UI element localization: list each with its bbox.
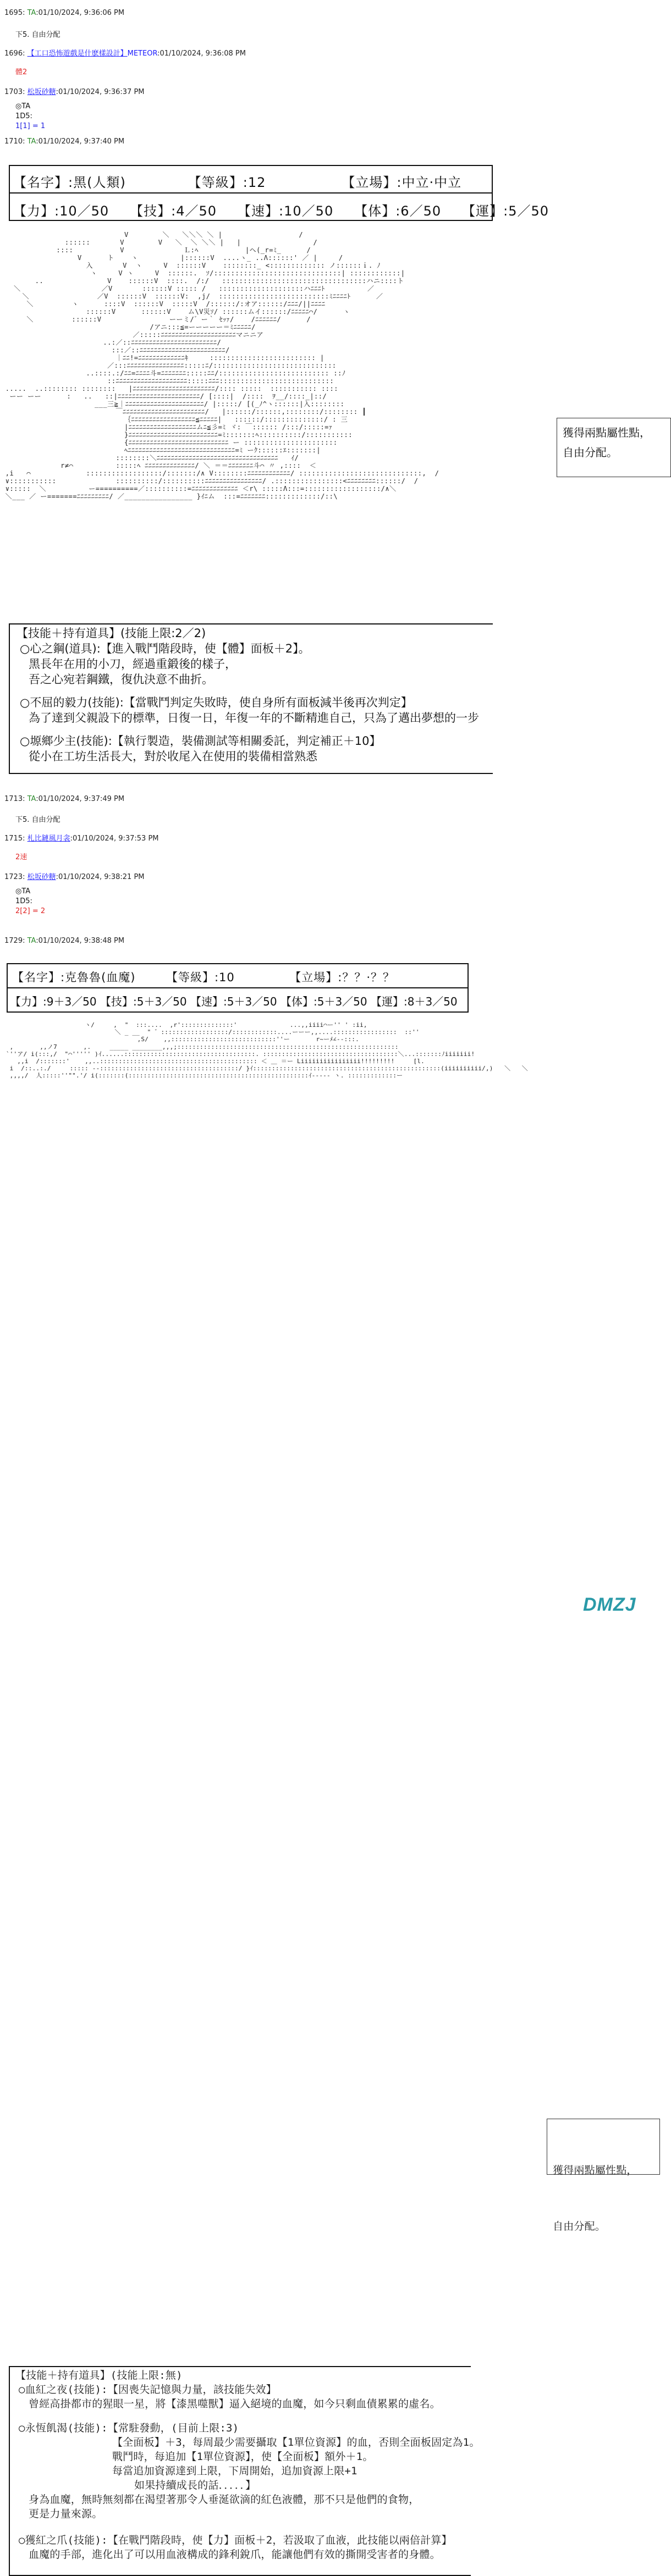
watermark-logo: DMZJ: [583, 1594, 636, 1615]
divider: [9, 2366, 10, 2575]
divider: [9, 165, 493, 166]
card1-info-row: 【名字】:黑(人類) 【等級】:12 【立場】:中立·中立: [13, 175, 462, 190]
post-body-1713: 下5. 自由分配: [15, 816, 61, 824]
divider: [9, 165, 10, 220]
card2-skill-desc: 【全面板】＋3，每周最少需要攝取【1單位資源】的血，否則全面板固定為1。: [112, 2436, 480, 2448]
card2-skill-desc: 曾經高掛都市的猩眼一星，將【漆黑噬獸】逼入絕境的血魔，如今只剩血債累累的虛名。: [29, 2398, 441, 2410]
post-header-1703: 1703: 松坂砂糖:01/10/2024, 9:36:37 PM: [4, 88, 145, 96]
note-line: 獲得兩點屬性點，: [563, 426, 651, 439]
card2-skill-title: ○獲紅之爪(技能):【在戰鬥階段時，使【力】面板＋2，若汲取了血液，此技能以兩倍計算】: [19, 2534, 452, 2546]
divider: [9, 192, 493, 194]
post-body-1696: 體2: [15, 68, 28, 76]
ascii-art-figure-1: V ＼ ＼＼＼ ＼ | / :::::: V V ＼ ＼ ＼＼ | | / :::: V Ｌ:ﾍ |ヘ(_r=ﾐ_ / V ト ヽ |::::::V ....ヽ_ ..Λ::::::' ／ | / 入 V ヽ V ::::::V ::::::::_ <::::::::::::: ノ::::::ｉ. ﾉ ヽ V ヽ V ::::::. ｿ/::::::::::::::::::::::::::::::| ::::::::::::| .. V ::::::V ::::. /:/ ::::::::::::::::::::::::::::::::::ハニ::::ト ＼ ／V ::::::V ::::: / ::::::::::::::::::::ハﾆﾆﾆﾄ ／ ＼ ／V ::::::V ::::::V: ,j/ ::::::::::::::::::::::::::ﾐﾆﾆﾆﾆﾄ ／ ＼ ヽ ::::V ::::::V :::::V /::::::/:オア::::::/ﾆﾆﾆ/||ﾆﾆﾆﾆ ::::::V ::::::V ム\V災ｿ/ ::::::ムイ::::::/ﾆﾆﾆﾆﾆ⌒/ ヽ ＼ ::::::V ーーミ/゛ー｀ ｾｯｧ/ /ﾆﾆﾆﾆﾆﾆ/ / /アニ:::≦=ーーーーー＝ﾐﾆﾆﾆﾆﾆ/ ／:::::ﾆﾆﾆﾆﾆﾆﾆﾆﾆﾆﾆﾆﾆﾆﾆﾆﾆﾆﾆﾆﾆマニニア ..:／::ﾆﾆﾆﾆﾆﾆﾆﾆﾆﾆﾆﾆﾆﾆﾆﾆﾆﾆﾆﾆﾆﾆﾆﾆ/ :::／::ﾆﾆﾆﾆﾆﾆﾆﾆﾆﾆﾆﾆﾆﾆﾆﾆﾆﾆﾆﾆﾆﾆﾆﾆ/ ｜ﾆﾆ!=ﾆﾆﾆﾆﾆﾆﾆﾆﾆﾆﾆﾆﾆｷ ::::::::::::::::::::::::: | ／:::ﾆﾆﾆﾆﾆﾆﾆﾆﾆﾆﾆﾆﾆﾆﾆﾆ:::::ﾆ/::::::::::::::::::::::::::::: ..::::.:/ﾆﾆ=ﾆﾆﾆﾆ斗=ﾆﾆﾆﾆﾆﾆﾆ:::::ﾆﾆ/:::::::::::::::::::::::::: ::ﾉ ::ﾆﾆﾆﾆﾆﾆﾆﾆﾆﾆﾆﾆﾆﾆﾆﾆﾆﾆﾆﾆ:::::ﾆﾆﾆ::::::::::::::::::::::::::: ..... ..:::::::: :::::::: |ﾆﾆﾆﾆﾆﾆﾆﾆﾆﾆﾆﾆﾆﾆﾆﾆﾆﾆﾆﾆﾆﾆﾆ/:::: ::::: ::::::::::: :::: ーー ーー : .. ::|ﾆﾆﾆﾆﾆﾆﾆﾆﾆﾆﾆﾆﾆﾆﾆﾆﾆﾆﾆﾆﾆﾆﾆ/ [::::| /:::: ｦ__/::::_|::/ ___三≧｜ﾆﾆﾆﾆﾆﾆﾆﾆﾆﾆﾆﾆﾆﾆﾆﾆﾆﾆﾆﾆﾆﾆ/ |:::::/ [(_ﾉ^ヽ::::::|入:::::::: ￣ﾆﾆﾆﾆﾆﾆﾆﾆﾆﾆﾆﾆﾆﾆﾆﾆﾆﾆﾆﾆﾆﾆﾆ/ |::::::/::::::,::::::::/:::::::: ┃ ｛ﾆﾆﾆﾆﾆﾆﾆﾆﾆﾆﾆﾆﾆﾆﾆﾆﾆﾆ≦ﾆﾆﾆﾆﾆ| ::::::/::::::::::::::/ : 三 |ﾆﾆﾆﾆﾆﾆﾆﾆﾆﾆﾆﾆﾆﾆﾆﾆﾆﾆﾆムﾆ≦彡=ﾐ ヾ: ￣:::::: /:::/:::::=ｧ }ﾆﾆﾆﾆﾆﾆﾆﾆﾆﾆﾆﾆﾆﾆﾆﾆﾆﾆﾆﾆﾆﾆﾆﾆﾆ=ﾐ:::::::ﾍ::::::::::/::::::::::: {ﾆﾆﾆﾆﾆﾆﾆﾆﾆﾆﾆﾆﾆﾆﾆﾆﾆﾆﾆﾆﾆﾆﾆﾆﾆﾆﾆﾆ ー :::::::::::::::::::::: ﾍﾆﾆﾆﾆﾆﾆﾆﾆﾆﾆﾆﾆﾆﾆﾆﾆﾆﾆﾆﾆﾆﾆﾆﾆﾆﾆﾆﾆﾆﾆ=ﾐ ーｸ::::::ｴ:::::::| ::::::::＼ﾆﾆﾆﾆﾆﾆﾆﾆﾆﾆﾆﾆﾆﾆﾆﾆﾆﾆﾆﾆﾆﾆﾆﾆﾆﾆﾆﾆﾆﾆﾆﾆﾆﾆ ｲ/ r≠⌒ :::::ﾍ ﾆﾆﾆﾆﾆﾆﾆﾆﾆﾆﾆﾆﾆﾆ/ ＼ ＝＝ﾆﾆﾆﾆﾆﾆﾆ斗⌒ 〃 ,:::: ＜ ,i ⌒ ::::::::::::::::::/:::::::/∧ V::::::::ﾆﾆﾆﾆﾆﾆﾆﾆﾆﾆﾆﾆ/ :::::::::::::::::::::::::::::, / ∨::::::::::: ::::::::::/::::::::::ﾆﾆﾆﾆﾆﾆﾆﾆﾆﾆﾆﾆﾆﾆﾆﾆ/ .::::::::::::::::<ﾆﾆﾆﾆﾆﾆﾆﾆ::::::/ / ∨::::: ＼ ー==========／::::::::::=ﾆﾆﾆﾆﾆﾆﾆﾆﾆﾆﾆﾆﾆ ＜r\ :::::Λ:::=::::::::::::::::::/∧＼ ＼___ ／ ー=======ﾆﾆﾆﾆﾆﾆﾆﾆﾆ/ ／________________ }ｲﾆム :::=ﾆﾆﾆﾆﾆﾆﾆ:::::::::::::/::\: [5, 231, 439, 500]
poster-name-link[interactable]: 【工口恐怖遊戲是什麽樣設計】: [27, 49, 128, 58]
divider: [7, 987, 469, 988]
post-header-1715: 1715: 札比鏈風月衾:01/10/2024, 9:37:53 PM: [4, 834, 159, 843]
dice-result: 1[1] = 1: [15, 122, 46, 130]
post-header-1713: 1713: TA:01/10/2024, 9:37:49 PM: [4, 795, 125, 803]
card2-skill-title: ○血紅之夜(技能):【因喪失記憶與力量，該技能失效】: [19, 2384, 277, 2396]
divider: [9, 2366, 471, 2367]
card1-skill-title: ○不屈的毅力(技能):【當戰鬥判定失敗時，使自身所有面板減半後再次判定】: [20, 696, 413, 709]
divider: [468, 963, 469, 1011]
poster-name[interactable]: TA: [27, 795, 36, 803]
card1-skills-header: 【技能＋持有道具】(技能上限:2／2): [16, 627, 206, 640]
card1-skill-desc: 吾之心宛若鋼鐵，復仇決意不曲折。: [29, 673, 213, 686]
card1-skill-desc: 從小在工坊生活長大，對於收尾入在使用的裝備相當熟悉: [29, 750, 317, 763]
dice-formula: 1D5:: [15, 897, 32, 905]
dice-owner: ◎TA: [15, 102, 31, 110]
ascii-art-figure-2: ヽ/ , " :::.... ,r'::::::::::::::' ...,,iiii⌒ー'' ' :ii, ＼ _ __ " ゛::::::::::::::::::/::::::::::::....ーーー,,....::::::::::::::::: ::'' ,S/ ,,::::::::::::::::::::::::::::''ー r~ーﾒ∠--:::. , ,,ノ7 ,. _____ ________,,,;::::::::::::::::::::::::::::::::::::::::::::::::::::::::::: `''ア/ i(:::,/ "⌒''''' )ｲ......:::::::::::::::::::::::::::::::::::. ::::::::::::::::::::::::::::::::::::＼...:::::::ﾉiiiiiii! ,,i /:::::::' ,,..:::::::::::::::::::::::::::::::::::::::::: ＜ ＿ ＝ー Liiiiiiiiiiiiiiii!!!!!!!!! [l. i /::..:./ ::::: --:::::::::::::::::::::::::::::::::::::/ }ｲ::::::::::::::::::::::::::::::::::::::::::::::::::(iiiiiiiiii/,) ＼ ＼ ,,,,/ 人:::::''"".'/ i(:::::::(::::::::::::::::::::::::::::::::::::::::::::::::ｲ----- ヽ. :::::::::::::ー 獲得兩點屬性點， 自由分配。 【技能＋持有道具】(技能上限:無) ○血紅之夜(技能):【因喪失記憶與力量，該技能失效】 曾經高掛都市的猩眼一星，將【漆黑噬獸】逼入絕境的血魔，如今只剩血債累累的虛名。 ○永恆飢渴(技能):【常駐發動，(目前上限:3) 【全面板】＋3，每周最少需要攝取【1單位資源】的血，否則全面板固定為1。 戰鬥時，每追加【1單位資源】，使【全面板】額外＋1。 每當追加資源達到上限，下周開始，追加資源上限+1 如果持續成長的話．．．．．】 身為血魔，無時無刻都在渴望著那令人垂涎欲滴的紅色液體，那不只是他們的食物， 更是力量來源。 ○獲紅之爪(技能):【在戰鬥階段時，使【力】面板＋2，若汲取了血液，此技能以兩倍計算】 血魔的手部，進化出了可以用血液構成的鋒利銳爪，能讓他們有效的撕開受害者的身體。: [2, 1021, 475, 1335]
card2-stat-row: 【力】:9＋3／50 【技】:5＋3／50 【速】:5＋3／50 【体】:5＋3／50 【運】:8＋3／50: [10, 995, 458, 1008]
post-header-1695: 1695: TA:01/10/2024, 9:36:06 PM: [4, 9, 125, 17]
poster-name-link[interactable]: 松坂砂糖: [27, 873, 56, 881]
card2-skill-desc: 每當追加資源達到上限，下周開始，追加資源上限+1: [112, 2465, 358, 2477]
card2-skills-header: 【技能＋持有道具】(技能上限:無): [15, 2369, 183, 2381]
dice-formula: 1D5:: [15, 112, 32, 120]
card2-skill-desc: 如果持續成長的話．．．．．】: [134, 2479, 256, 2491]
divider: [9, 623, 10, 773]
post-header-1723: 1723: 松坂砂糖:01/10/2024, 9:38:21 PM: [4, 873, 145, 881]
post-header-1729: 1729: TA:01/10/2024, 9:38:48 PM: [4, 937, 125, 945]
card1-skill-desc: 為了達到父親設下的標準，日復一日，年復一年的不斷精進自己，只為了邁出夢想的一步: [29, 711, 479, 725]
card1-skill-title: ○塬鄉少主(技能):【執行製造，裝備測試等相關委託，判定補正＋10】: [20, 734, 381, 748]
divider: [7, 963, 8, 1011]
card1-skill-desc: 黑長年在用的小刀，經過重鍛後的樣子，: [29, 657, 237, 671]
poster-name[interactable]: TA: [27, 9, 36, 17]
card2-skill-desc: 血魔的手部，進化出了可以用血液構成的鋒利銳爪，能讓他們有效的撕開受害者的身體。: [29, 2549, 441, 2561]
card2-note-box: [547, 2119, 660, 2232]
divider: [7, 963, 469, 964]
post-header-1696: 1696: 【工口恐怖遊戲是什麽樣設計】METEOR:01/10/2024, 9:36:08 PM: [4, 49, 246, 58]
dice-owner: ◎TA: [15, 887, 31, 895]
divider: [9, 623, 493, 624]
card2-skill-title: ○永恆飢渴(技能):【常駐發動，(目前上限:3): [19, 2422, 239, 2434]
card1-stat-row: 【力】:10／50 【技】:4／50 【速】:10／50 【体】:6／50 【運】:5／50: [13, 203, 549, 219]
note-line: 自由分配。: [563, 446, 618, 459]
dice-result: 2[2] = 2: [15, 907, 46, 915]
card1-skill-title: ○心之鋼(道具):【進入戰鬥階段時，使【體】面板＋2】。: [20, 642, 310, 655]
poster-name-link[interactable]: 松坂砂糖: [27, 88, 56, 96]
post-header-1710: 1710: TA:01/10/2024, 9:37:40 PM: [4, 137, 125, 146]
post-body-1715: 2速: [15, 853, 28, 861]
poster-name[interactable]: TA: [27, 937, 36, 945]
note-line: 自由分配。: [553, 2220, 606, 2232]
card2-info-row: 【名字】:克魯魯(血魔) 【等級】:10 【立場】:？？·？？: [12, 971, 395, 984]
divider: [7, 1011, 469, 1013]
divider: [492, 165, 493, 220]
divider: [9, 220, 493, 221]
post-body-1695: 下5. 自由分配: [15, 31, 61, 39]
divider: [9, 773, 493, 774]
card2-skill-desc: 身為血魔，無時無刻都在渴望著那令人垂涎欲滴的紅色液體，那不只是他們的食物，: [29, 2494, 420, 2506]
note-line: 獲得兩點屬性點，: [553, 2164, 637, 2176]
card2-skill-desc: 戰鬥時，每追加【1單位資源】，使【全面板】額外＋1。: [112, 2451, 373, 2463]
card1-note-box: [557, 418, 671, 477]
poster-name-link[interactable]: 札比鏈風月衾: [27, 834, 70, 843]
card2-skill-desc: 更是力量來源。: [29, 2508, 103, 2520]
poster-name[interactable]: TA: [27, 137, 36, 146]
